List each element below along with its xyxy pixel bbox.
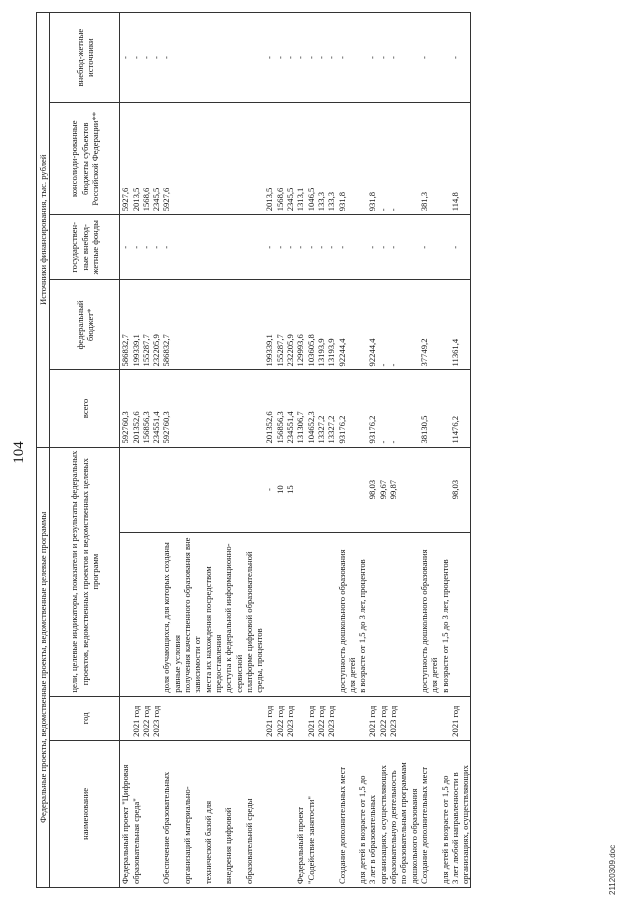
row-name	[275, 740, 285, 887]
row-indicator-value	[141, 447, 151, 532]
row-name: для детей в возрасте от 1,5 до	[440, 740, 450, 887]
row-total: 11476,2	[450, 370, 460, 447]
row-offbudget-state	[223, 215, 244, 280]
table-row	[419, 13, 440, 888]
header-regional: консолиди-рованные бюджеты субъектов Российской Федерации**	[50, 103, 120, 215]
row-indicator-value	[203, 447, 224, 532]
row-regional	[203, 103, 224, 215]
row-indicator-value	[316, 447, 326, 532]
row-total: 104652,3	[306, 370, 316, 447]
row-total: 156856,3	[275, 370, 285, 447]
row-offbudget: -	[295, 13, 305, 103]
row-federal: 232205,9	[151, 280, 161, 370]
row-federal: -	[378, 280, 388, 370]
row-offbudget	[223, 13, 244, 103]
row-total: 38130,5	[419, 370, 440, 447]
header-group-sources: Источники финансирования, тыс. рублей	[37, 13, 50, 448]
row-indicator: получения качественного образования вне зависимости от	[182, 532, 203, 696]
row-indicator-value: 99,67	[378, 447, 388, 532]
row-federal: 92244,4	[337, 280, 358, 370]
row-total: 131306,7	[295, 370, 305, 447]
row-year: 2021 год	[450, 696, 460, 740]
row-indicator	[295, 532, 305, 696]
table-row	[450, 13, 460, 888]
row-year	[409, 696, 419, 740]
row-year	[223, 696, 244, 740]
row-federal: 11361,4	[450, 280, 460, 370]
row-indicator-value	[244, 447, 265, 532]
row-offbudget: -	[388, 13, 398, 103]
row-name: 3 лет в образовательных	[367, 740, 377, 887]
row-regional: -	[388, 103, 398, 215]
table-row	[295, 13, 305, 888]
row-regional: 1568,6	[141, 103, 151, 215]
table-row	[161, 13, 182, 888]
row-year: 2021 год	[306, 696, 316, 740]
row-federal: 199339,1	[264, 280, 274, 370]
row-total: -	[378, 370, 388, 447]
row-regional: 1568,6	[275, 103, 285, 215]
row-indicator: в возрасте от 1,5 до 3 лет, процентов	[357, 532, 367, 696]
row-year: 2022 год	[275, 696, 285, 740]
row-indicator	[316, 532, 326, 696]
doc-code: 21120309.doc	[608, 844, 617, 895]
row-indicator: в возрасте от 1,5 до 3 лет, процентов	[440, 532, 450, 696]
row-offbudget	[440, 13, 450, 103]
row-offbudget	[182, 13, 203, 103]
table-row	[223, 13, 244, 888]
row-year	[161, 696, 182, 740]
row-regional	[357, 103, 367, 215]
row-offbudget: -	[337, 13, 358, 103]
row-name: образовательной среды	[244, 740, 265, 887]
row-indicator	[151, 532, 161, 696]
row-regional: 5927,6	[120, 103, 131, 215]
row-offbudget-state	[398, 215, 408, 280]
row-total	[357, 370, 367, 447]
row-indicator-value	[161, 447, 182, 532]
row-offbudget: -	[378, 13, 388, 103]
row-offbudget: -	[151, 13, 161, 103]
row-total: 93176,2	[367, 370, 377, 447]
row-federal: 586832,7	[120, 280, 131, 370]
row-offbudget-state: -	[295, 215, 305, 280]
row-offbudget-state: -	[131, 215, 141, 280]
table-row	[409, 13, 419, 888]
row-regional: 381,3	[419, 103, 440, 215]
row-regional: 133,3	[316, 103, 326, 215]
row-indicator	[450, 532, 460, 696]
row-federal	[460, 280, 471, 370]
row-year	[398, 696, 408, 740]
row-offbudget: -	[275, 13, 285, 103]
row-offbudget-state: -	[367, 215, 377, 280]
row-offbudget-state: -	[161, 215, 182, 280]
header-federal: федеральный бюджет*	[50, 280, 120, 370]
row-federal	[440, 280, 450, 370]
row-indicator-value	[182, 447, 203, 532]
row-offbudget: -	[306, 13, 316, 103]
row-offbudget-state: -	[419, 215, 440, 280]
row-offbudget	[244, 13, 265, 103]
table-row	[131, 13, 141, 888]
row-regional	[244, 103, 265, 215]
row-offbudget: -	[326, 13, 336, 103]
row-offbudget-state: -	[337, 215, 358, 280]
row-year	[182, 696, 203, 740]
row-offbudget-state: -	[388, 215, 398, 280]
header-goals: цели, целевые индикаторы, показатели и результаты федеральных проектов, ведомственных проектов и ведомственных целевых программ	[50, 447, 120, 696]
table-row	[203, 13, 224, 888]
row-indicator	[275, 532, 285, 696]
row-indicator-value	[409, 447, 419, 532]
row-federal: 129993,6	[295, 280, 305, 370]
row-year	[419, 696, 440, 740]
row-regional: 931,8	[367, 103, 377, 215]
row-federal	[357, 280, 367, 370]
row-offbudget: -	[450, 13, 460, 103]
row-indicator-value	[295, 447, 305, 532]
row-indicator-value: 99,87	[388, 447, 398, 532]
row-year	[357, 696, 367, 740]
row-name: по образовательным программам	[398, 740, 408, 887]
header-name: наименование	[50, 740, 120, 887]
row-offbudget-state: -	[450, 215, 460, 280]
row-total: 234551,4	[151, 370, 161, 447]
row-total: 156856,3	[141, 370, 151, 447]
row-offbudget-state: -	[316, 215, 326, 280]
row-indicator	[409, 532, 419, 696]
table-row	[285, 13, 295, 888]
header-offbudget-state: государствен-ные внебюд-жетные фонды	[50, 215, 120, 280]
row-total	[440, 370, 450, 447]
table-row	[275, 13, 285, 888]
row-regional	[440, 103, 450, 215]
row-offbudget: -	[367, 13, 377, 103]
row-offbudget	[203, 13, 224, 103]
row-total: 93176,2	[337, 370, 358, 447]
table-row	[151, 13, 161, 888]
table-row	[440, 13, 450, 888]
row-name: Федеральный проект	[295, 740, 305, 887]
row-year: 2021 год	[131, 696, 141, 740]
row-total: -	[388, 370, 398, 447]
row-federal: 155287,7	[141, 280, 151, 370]
row-name: образовательная среда"	[131, 740, 141, 887]
financing-table	[36, 12, 471, 888]
row-indicator-value	[306, 447, 316, 532]
table-row	[182, 13, 203, 888]
row-indicator-value	[120, 447, 131, 532]
row-indicator: доля обучающихся, для которых созданы равные условия	[161, 532, 182, 696]
page-number: 104	[11, 441, 27, 464]
row-name: дошкольного образования	[409, 740, 419, 887]
row-year	[244, 696, 265, 740]
row-federal	[244, 280, 265, 370]
row-indicator: доступность дошкольного образования для детей	[337, 532, 358, 696]
row-federal	[398, 280, 408, 370]
row-name: организаций материально-	[182, 740, 203, 887]
row-offbudget-state: -	[378, 215, 388, 280]
row-offbudget: -	[120, 13, 131, 103]
row-offbudget-state	[460, 215, 471, 280]
row-indicator	[285, 532, 295, 696]
row-name: внедрения цифровой	[223, 740, 244, 887]
header-offbudget: внебюд-жетные источники	[50, 13, 120, 103]
table-row	[141, 13, 151, 888]
row-year	[460, 696, 471, 740]
header-group-projects: Федеральные проекты, ведомственные проекты, ведомственные целевые программы	[37, 447, 50, 887]
row-name: "Содействие занятости"	[306, 740, 316, 887]
row-total	[203, 370, 224, 447]
row-indicator-value	[151, 447, 161, 532]
row-indicator	[378, 532, 388, 696]
row-offbudget-state: -	[306, 215, 316, 280]
row-name: организациях, осуществляющих	[460, 740, 471, 887]
row-regional: 931,8	[337, 103, 358, 215]
row-regional: 1046,5	[306, 103, 316, 215]
row-federal: 13193,9	[316, 280, 326, 370]
row-indicator-value: 98,03	[450, 447, 460, 532]
table-row	[306, 13, 316, 888]
table-row	[316, 13, 326, 888]
row-indicator-value: -	[264, 447, 274, 532]
table-row	[388, 13, 398, 888]
row-indicator-value: 15	[285, 447, 295, 532]
row-total: 592760,3	[161, 370, 182, 447]
row-total	[223, 370, 244, 447]
row-offbudget	[409, 13, 419, 103]
row-indicator: доступа к федеральной информационно-сервисной	[223, 532, 244, 696]
row-year: 2023 год	[326, 696, 336, 740]
table-row	[326, 13, 336, 888]
row-indicator-value	[337, 447, 358, 532]
row-indicator-value	[460, 447, 471, 532]
row-name	[326, 740, 336, 887]
row-indicator-value	[223, 447, 244, 532]
row-year	[337, 696, 358, 740]
row-indicator: платформе цифровой образовательной среды, процентов	[244, 532, 265, 696]
row-indicator	[131, 532, 141, 696]
row-regional: 2013,5	[264, 103, 274, 215]
row-total: 201352,6	[264, 370, 274, 447]
row-indicator-value	[440, 447, 450, 532]
row-offbudget: -	[419, 13, 440, 103]
row-total: 13327,2	[316, 370, 326, 447]
row-year: 2022 год	[316, 696, 326, 740]
row-offbudget-state: -	[326, 215, 336, 280]
row-year: 2023 год	[285, 696, 295, 740]
row-regional: 2345,5	[151, 103, 161, 215]
row-name: Обеспечение образовательных	[161, 740, 182, 887]
row-indicator-value: 98,03	[367, 447, 377, 532]
row-indicator-value	[398, 447, 408, 532]
row-federal: 586832,7	[161, 280, 182, 370]
table-row	[120, 13, 131, 888]
row-offbudget-state: -	[151, 215, 161, 280]
row-total: 13327,2	[326, 370, 336, 447]
row-name: Создание дополнительных мест	[337, 740, 358, 887]
row-offbudget: -	[264, 13, 274, 103]
row-indicator: места их нахождения посредством предоставления	[203, 532, 224, 696]
row-regional	[409, 103, 419, 215]
header-year: год	[50, 696, 120, 740]
row-offbudget-state: -	[285, 215, 295, 280]
row-indicator	[460, 532, 471, 696]
row-year: 2021 год	[367, 696, 377, 740]
table-row	[337, 13, 358, 888]
row-year	[203, 696, 224, 740]
row-offbudget: -	[316, 13, 326, 103]
row-year	[440, 696, 450, 740]
row-regional: 1313,1	[295, 103, 305, 215]
row-regional	[182, 103, 203, 215]
row-federal: 13193,9	[326, 280, 336, 370]
row-indicator-value	[326, 447, 336, 532]
row-federal: -	[388, 280, 398, 370]
row-federal: 199339,1	[131, 280, 141, 370]
row-regional: 133,3	[326, 103, 336, 215]
table-body	[120, 13, 471, 888]
row-total	[398, 370, 408, 447]
row-regional: 5927,6	[161, 103, 182, 215]
row-offbudget-state: -	[264, 215, 274, 280]
table-row	[460, 13, 471, 888]
row-name: Создание дополнительных мест	[419, 740, 440, 887]
row-name: образовательную деятельность	[388, 740, 398, 887]
table-row	[357, 13, 367, 888]
row-year	[295, 696, 305, 740]
row-offbudget-state	[440, 215, 450, 280]
row-total: 201352,6	[131, 370, 141, 447]
row-name	[285, 740, 295, 887]
row-indicator	[367, 532, 377, 696]
row-indicator-value	[419, 447, 440, 532]
row-regional: -	[378, 103, 388, 215]
table-row	[367, 13, 377, 888]
row-indicator	[120, 532, 131, 696]
row-offbudget	[357, 13, 367, 103]
row-total	[409, 370, 419, 447]
row-federal: 155287,7	[275, 280, 285, 370]
row-indicator	[398, 532, 408, 696]
row-name	[151, 740, 161, 887]
row-offbudget	[398, 13, 408, 103]
row-federal: 92244,4	[367, 280, 377, 370]
table-row	[244, 13, 265, 888]
row-offbudget: -	[131, 13, 141, 103]
table-row	[398, 13, 408, 888]
row-federal	[409, 280, 419, 370]
row-federal	[203, 280, 224, 370]
row-offbudget-state: -	[141, 215, 151, 280]
row-offbudget-state: -	[275, 215, 285, 280]
row-indicator	[264, 532, 274, 696]
row-total: 234551,4	[285, 370, 295, 447]
row-offbudget-state	[203, 215, 224, 280]
row-name: 3 лет любой направленности в	[450, 740, 460, 887]
row-regional: 2013,5	[131, 103, 141, 215]
row-year: 2023 год	[388, 696, 398, 740]
row-regional: 114,8	[450, 103, 460, 215]
row-year: 2021 год	[264, 696, 274, 740]
row-offbudget-state	[357, 215, 367, 280]
row-federal: 37749,2	[419, 280, 440, 370]
row-offbudget: -	[161, 13, 182, 103]
row-total: 592760,3	[120, 370, 131, 447]
row-indicator-value	[131, 447, 141, 532]
row-federal	[182, 280, 203, 370]
row-indicator	[388, 532, 398, 696]
row-offbudget: -	[141, 13, 151, 103]
row-year	[120, 696, 131, 740]
header-total: всего	[50, 370, 120, 447]
row-indicator-value	[357, 447, 367, 532]
row-indicator-value: 10	[275, 447, 285, 532]
row-federal	[223, 280, 244, 370]
row-year: 2023 год	[151, 696, 161, 740]
row-name: организациях, осуществляющих	[378, 740, 388, 887]
row-year: 2022 год	[378, 696, 388, 740]
row-total	[244, 370, 265, 447]
row-regional: 2345,5	[285, 103, 295, 215]
row-total	[460, 370, 471, 447]
row-year: 2022 год	[141, 696, 151, 740]
row-offbudget-state	[182, 215, 203, 280]
row-indicator: доступность дошкольного образования для детей	[419, 532, 440, 696]
row-offbudget-state	[409, 215, 419, 280]
row-indicator	[326, 532, 336, 696]
row-name: Федеральный проект "Цифровая	[120, 740, 131, 887]
row-federal: 103605,8	[306, 280, 316, 370]
table-row	[378, 13, 388, 888]
row-indicator	[141, 532, 151, 696]
row-total	[182, 370, 203, 447]
row-name	[316, 740, 326, 887]
row-name: для детей в возрасте от 1,5 до	[357, 740, 367, 887]
row-regional	[223, 103, 244, 215]
row-offbudget	[460, 13, 471, 103]
row-name	[264, 740, 274, 887]
row-name: технической базой для	[203, 740, 224, 887]
row-offbudget: -	[285, 13, 295, 103]
row-regional	[398, 103, 408, 215]
row-offbudget-state	[244, 215, 265, 280]
table-row	[264, 13, 274, 888]
row-indicator	[306, 532, 316, 696]
row-offbudget-state: -	[120, 215, 131, 280]
row-name	[141, 740, 151, 887]
row-federal: 232205,9	[285, 280, 295, 370]
row-regional	[460, 103, 471, 215]
